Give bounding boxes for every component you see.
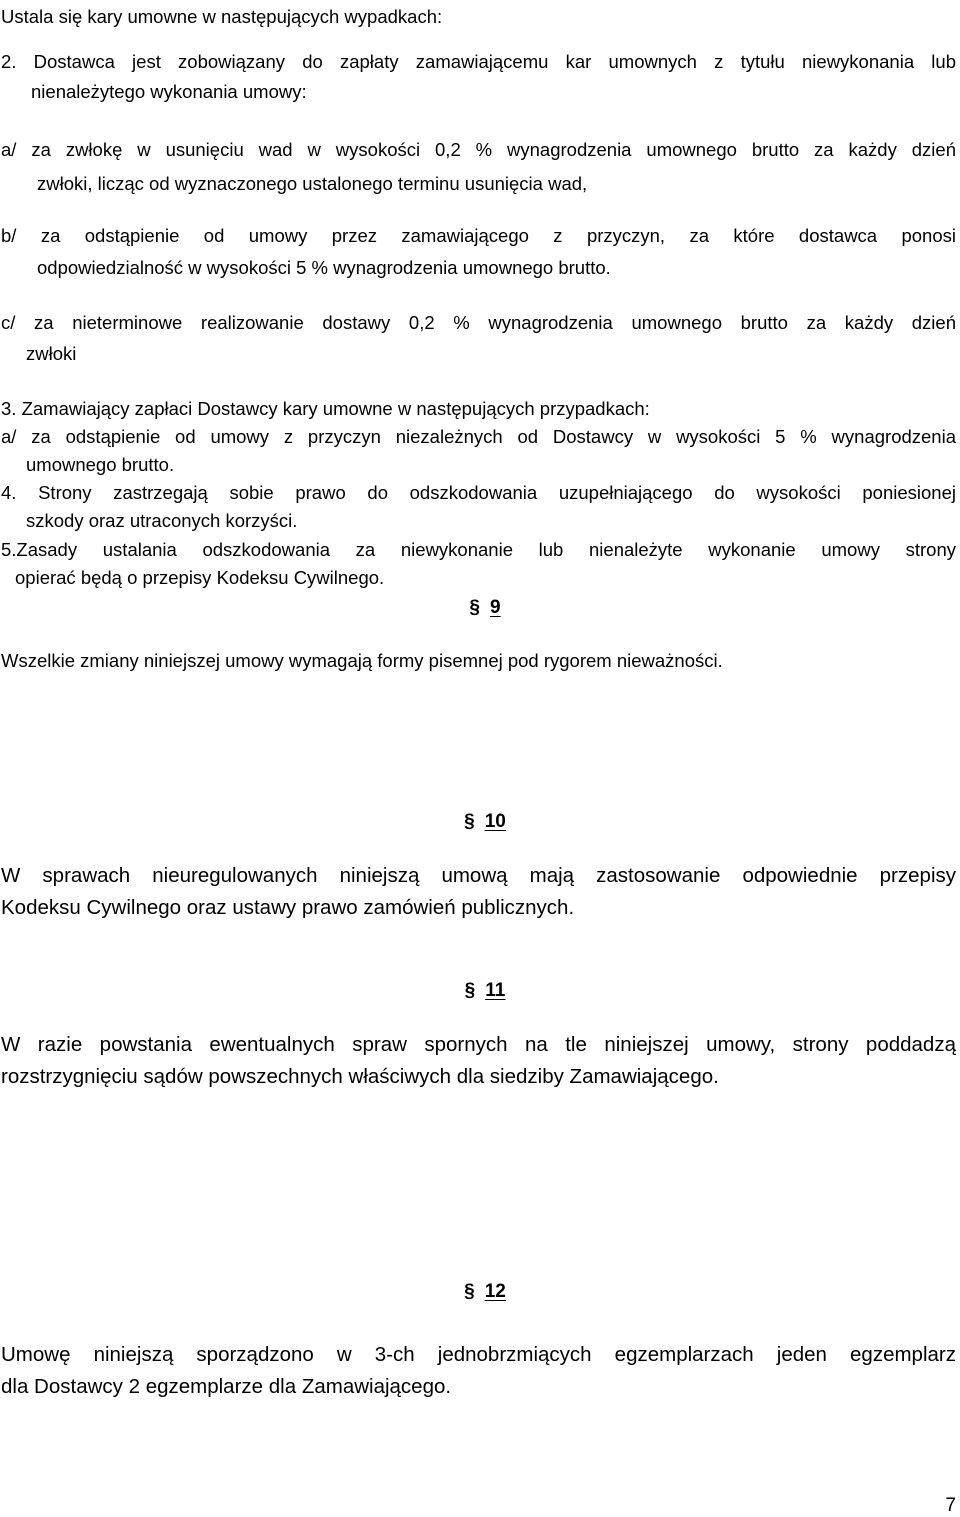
section-symbol: § [464, 1281, 475, 1302]
section-11-line-2: rozstrzygnięciu sądów powszechnych właściwych dla siedziby Zamawiającego. [1, 1065, 719, 1088]
section-number: 9 [490, 597, 501, 618]
section-10-line-2: Kodeksu Cywilnego oraz ustawy prawo zamówień publicznych. [1, 896, 575, 919]
section-12-line-1: Umowę niniejszą sporządzono w 3-ch jednobrzmiących egzemplarzach jeden egzemplarz [1, 1343, 956, 1366]
paragraph-3-line: 3. Zamawiający zapłaci Dostawcy kary umowne w następujących przypadkach: [1, 398, 650, 419]
paragraph-3a-line-1: a/ za odstąpienie od umowy z przyczyn niezależnych od Dostawcy w wysokości 5 % wynagrodzenia [1, 426, 956, 447]
paragraph-5-line-2: opierać będą o przepisy Kodeksu Cywilnego. [15, 567, 385, 588]
paragraph-4-line-1: 4. Strony zastrzegają sobie prawo do odszkodowania uzupełniającego do wysokości poniesionej [1, 482, 956, 503]
section-11-line-1: W razie powstania ewentualnych spraw spornych na tle niniejszej umowy, strony poddadzą [1, 1033, 956, 1056]
section-number: 11 [485, 980, 506, 1001]
paragraph-5-line-1: 5.Zasady ustalania odszkodowania za niewykonanie lub nienależyte wykonanie umowy strony [1, 539, 956, 560]
section-number: 10 [484, 811, 506, 832]
section-12-line-2: dla Dostawcy 2 egzemplarze dla Zamawiającego. [1, 1375, 452, 1398]
paragraph-2-line-1: 2. Dostawca jest zobowiązany do zapłaty zamawiającemu kar umownych z tytułu niewykonania lub [1, 51, 956, 72]
section-9-text: Wszelkie zmiany niniejszej umowy wymagają formy pisemnej pod rygorem nieważności. [1, 650, 723, 671]
section-symbol: § [464, 811, 475, 832]
section-9-heading [5, 597, 960, 619]
paragraph-2b-line-2: odpowiedzialność w wysokości 5 % wynagrodzenia umownego brutto. [37, 257, 611, 278]
section-10-heading [5, 811, 960, 833]
paragraph-2-line-2: nienależytego wykonania umowy: [31, 81, 307, 102]
paragraph-2c-line-2: zwłoki [26, 343, 77, 364]
paragraph-2a-line-2: zwłoki, licząc od wyznaczonego ustalonego terminu usunięcia wad, [37, 173, 588, 194]
section-12-heading [5, 1281, 960, 1303]
section-11-heading [5, 980, 960, 1002]
page-number: 7 [945, 1495, 956, 1516]
section-10-line-1: W sprawach nieuregulowanych niniejszą umową mają zastosowanie odpowiednie przepisy [1, 864, 956, 887]
section-symbol: § [469, 597, 480, 618]
paragraph-3a-line-2: umownego brutto. [26, 454, 175, 475]
section-number: 12 [484, 1281, 506, 1302]
intro-line: Ustala się kary umowne w następujących wypadkach: [1, 6, 443, 27]
paragraph-2a-line-1: a/ za zwłokę w usunięciu wad w wysokości 0,2 % wynagrodzenia umownego brutto za każdy dzień [1, 139, 956, 160]
paragraph-4-line-2: szkody oraz utraconych korzyści. [26, 510, 298, 531]
paragraph-2c-line-1: c/ za nieterminowe realizowanie dostawy 0,2 % wynagrodzenia umownego brutto za każdy dzień [1, 312, 956, 333]
section-symbol: § [464, 980, 476, 1001]
paragraph-2b-line-1: b/ za odstąpienie od umowy przez zamawiającego z przyczyn, za które dostawca ponosi [1, 225, 956, 246]
